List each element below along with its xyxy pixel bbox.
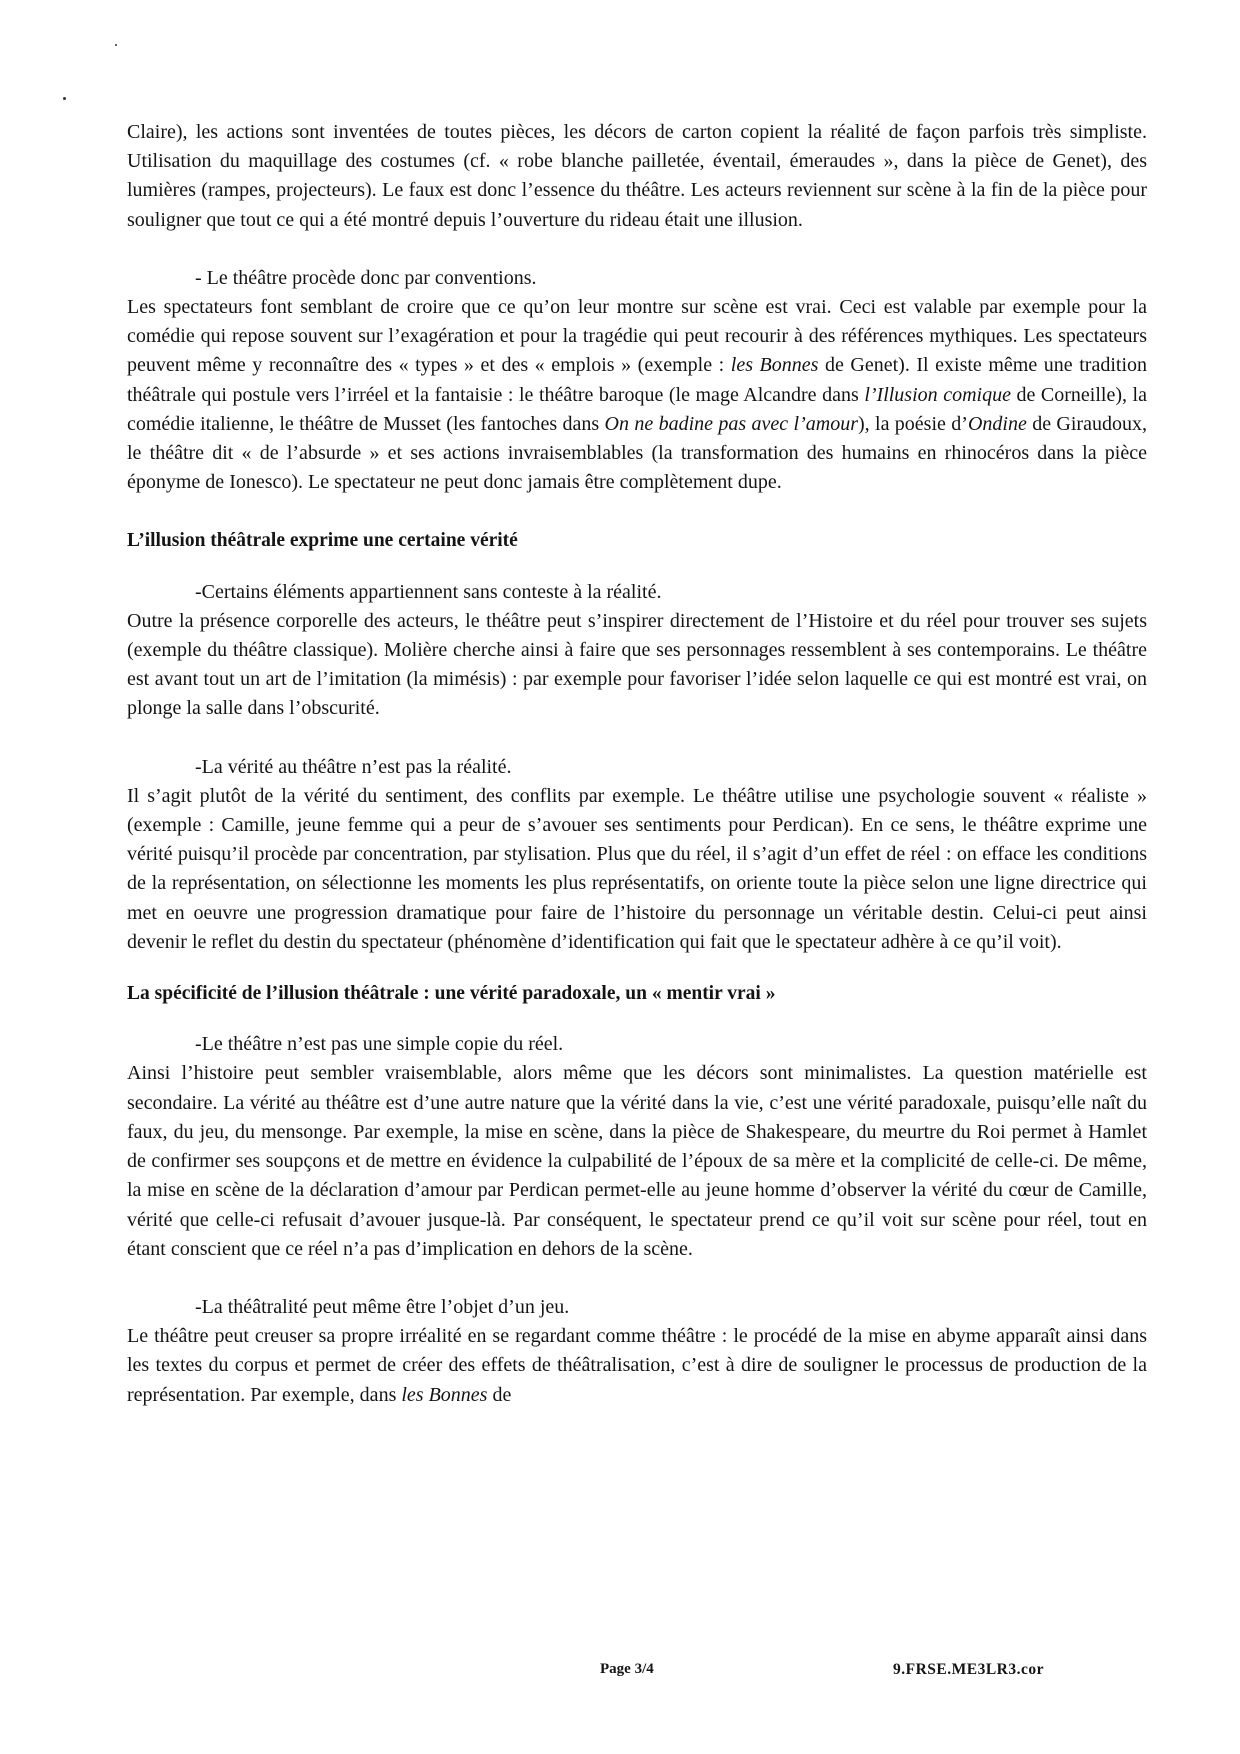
point-verite-pas-realite: -La vérité au théâtre n’est pas la réalité.: [195, 755, 512, 778]
point-theatralite-jeu: -La théâtralité peut même être l’objet d’un jeu.: [195, 1295, 570, 1318]
point-elements-realite: -Certains éléments appartiennent sans conteste à la réalité.: [195, 580, 662, 603]
section-heading-verite: L’illusion théâtrale exprime une certaine vérité: [127, 530, 518, 552]
mentir-vrai-paragraph: Ainsi l’histoire peut sembler vraisemblable, alors même que les décors sont minimalistes. La question matérielle est secondaire. La vérité au théâtre est d’une autre nature que la vérité dans la vie, c’est une vérité paradoxale, puisqu’elle naît du faux, du jeu, du mensonge. Par exemple, la mise en scène, dans la pièce de Shakespeare, du meurtre du Roi permet à Hamlet de confirmer ses soupçons et de mettre en évidence la culpabilité de l’époux de sa mère et la complicité de celle-ci. De même, la mise en scène de la déclaration d’amour par Perdican permet-elle au jeune homme d’observer la vérité du cœur de Camille, vérité que celle-ci refusait d’avouer jusque-là. Par conséquent, le spectateur prend ce qu’il voit sur scène pour réel, tout en étant conscient que ce réel n’a pas d’implication en dehors de la scène.: [127, 1062, 1147, 1260]
section-heading-mentir-vrai: La spécificité de l’illusion théâtrale : une vérité paradoxale, un « mentir vrai »: [127, 983, 776, 1005]
title-on-ne-badine: On ne badine pas avec l’amour: [604, 412, 858, 435]
intro-paragraph: Claire), les actions sont inventées de toutes pièces, les décors de carton copient la réalité de façon parfois très simpliste. Utilisation du maquillage des costumes (cf. « robe blanche pailletée, éventail, émeraudes », dans la pièce de Genet), des lumières (rampes, projecteurs). Le faux est donc l’essence du théâtre. Les acteurs reviennent sur scène à la fin de la pièce pour souligner que tout ce qui a été montré depuis l’ouverture du rideau était une illusion.: [127, 121, 1147, 231]
document-body: [127, 118, 1147, 1410]
title-les-bonnes: les Bonnes: [730, 354, 819, 377]
title-les-bonnes: les Bonnes: [401, 1383, 488, 1406]
conventions-paragraph: Les spectateurs font semblant de croire que ce qu’on leur montre sur scène est vrai. Ceci est valable par exemple pour la comédie qui repose souvent sur l’exagération et pour la tragédie qui peut recourir à des références mythiques. Les spectateurs peuvent même y reconnaître des « types » et des « emplois » (exemple : les Bonnes de Genet). Il existe même une tradition théâtrale qui postule vers l’irréel et la fantaisie : le théâtre baroque (le mage Alcandre dans l’Illusion comique de Corneille), la comédie italienne, le théâtre de Musset (les fantoches dans On ne badine pas avec l’amour), la poésie d’Ondine de Giraudoux, le théâtre dit « de l’absurde » et ses actions invraisemblables (la transformation des humains en rhinocéros dans la pièce éponyme de Ionesco). Le spectateur ne peut donc jamais être complètement dupe.: [127, 296, 1147, 494]
theatralite-paragraph: Le théâtre peut creuser sa propre irréalité en se regardant comme théâtre : le procédé de la mise en abyme apparaît ainsi dans les textes du corpus et permet de créer des effets de théâtralisation, c’est à dire de souligner le processus de production de la représentation. Par exemple, dans les Bonnes de: [127, 1325, 1147, 1406]
realite-paragraph: Outre la présence corporelle des acteurs, le théâtre peut s’inspirer directement de l’Histoire et du réel pour trouver ses sujets (exemple du théâtre classique). Molière cherche ainsi à faire que ses personnages ressemblent à ses contemporains. Le théâtre est avant tout un art de l’imitation (la mimésis) : par exemple pour favoriser l’idée selon laquelle ce qui est montré est vrai, on plonge la salle dans l’obscurité.: [127, 609, 1147, 720]
verite-sentiment-paragraph: Il s’agit plutôt de la vérité du sentiment, des conflits par exemple. Le théâtre utilise une psychologie souvent « réaliste » (exemple : Camille, jeune femme qui a peur de s’avouer ses sentiments pour Perdican). En ce sens, le théâtre exprime une vérité puisqu’il procède par concentration, par stylisation. Plus que du réel, il s’agit d’un effet de réel : on efface les conditions de la représentation, on sélectionne les moments les plus représentatifs, on oriente toute la pièce selon une ligne directrice qui met en oeuvre une progression dramatique pour faire de l’histoire du personnage un véritable destin. Celui-ci peut ainsi devenir le reflet du destin du spectateur (phénomène d’identification qui fait que le spectateur adhère à ce qu’il voit).: [127, 784, 1147, 953]
page-number: Page 3/4: [600, 1661, 654, 1677]
scan-speck: [115, 44, 117, 46]
scan-speck: [63, 97, 66, 100]
document-reference: 9.FRSE.ME3LR3.cor: [893, 1661, 1045, 1678]
point-conventions: - Le théâtre procède donc par conventions.: [195, 266, 537, 289]
title-illusion-comique: l’Illusion comique: [864, 383, 1011, 406]
point-pas-simple-copie: -Le théâtre n’est pas une simple copie du réel.: [195, 1033, 564, 1056]
title-ondine: Ondine: [967, 412, 1027, 435]
